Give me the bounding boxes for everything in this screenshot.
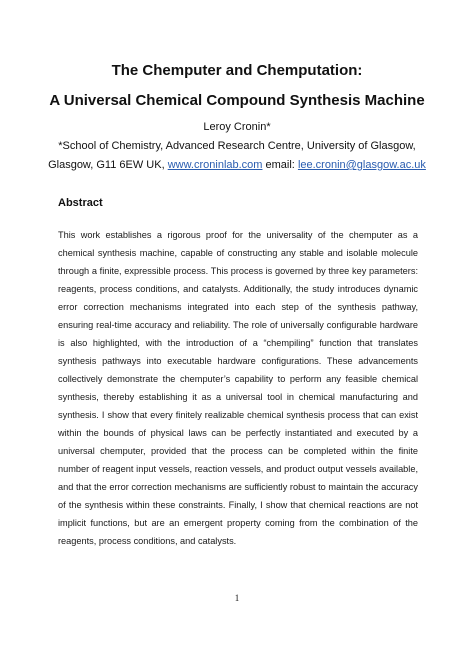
affiliation-line-1: *School of Chemistry, Advanced Research Centre, University of Glasgow, xyxy=(58,140,416,152)
abstract-body: This work establishes a rigorous proof for the universality of the chemputer as a chemical synthesis machine, capable of constructing any stable and isolable molecule through a finite, expressible process. This process is governed by three key parameters: reagents, process conditions, and catalysts. Additionally, the study introduces dynamic error correction mechanisms integrated into each step of the synthesis pathway, ensuring real-time accuracy and reliability. The role of universally configurable hardware is also highlighted, with the introduction of a “chempiling” function that translates synthesis pathways into executable hardware configurations. These advancements collectively demonstrate the chemputer’s capability to perform any feasible chemical synthesis, thereby establishing it as a universal tool in chemical manufacturing and synthesis. I show that every finitely realizable chemical synthesis process that can exist within the bounds of physical laws can be perfectly instantiated and executed by a universal chemputer, provided that the process can be completed within the finite number of reagent input vessels, reaction vessels, and product output vessels available, and that the error correction mechanisms are sufficiently robust to maintain the accuracy of the synthesis within these constraints. Finally, I show that chemical reactions are not implicit functions, but are an emergent property coming from the combination of the reagents, process conditions, and catalysts. xyxy=(58,230,418,546)
page-number: 1 xyxy=(234,593,240,603)
website-link[interactable]: www.croninlab.com xyxy=(167,159,263,171)
affiliation-address: Glasgow, G11 6EW UK, xyxy=(48,159,168,171)
author-name: Leroy Cronin* xyxy=(203,121,271,133)
email-label: email: xyxy=(262,159,298,171)
email-link[interactable]: lee.cronin@glasgow.ac.uk xyxy=(297,159,426,171)
affiliation-line-2 xyxy=(0,158,474,172)
paper-title-line-2: A Universal Chemical Compound Synthesis Machine xyxy=(49,92,425,109)
paper-title-line-1: The Chemputer and Chemputation: xyxy=(111,62,363,79)
abstract-heading: Abstract xyxy=(58,197,103,209)
